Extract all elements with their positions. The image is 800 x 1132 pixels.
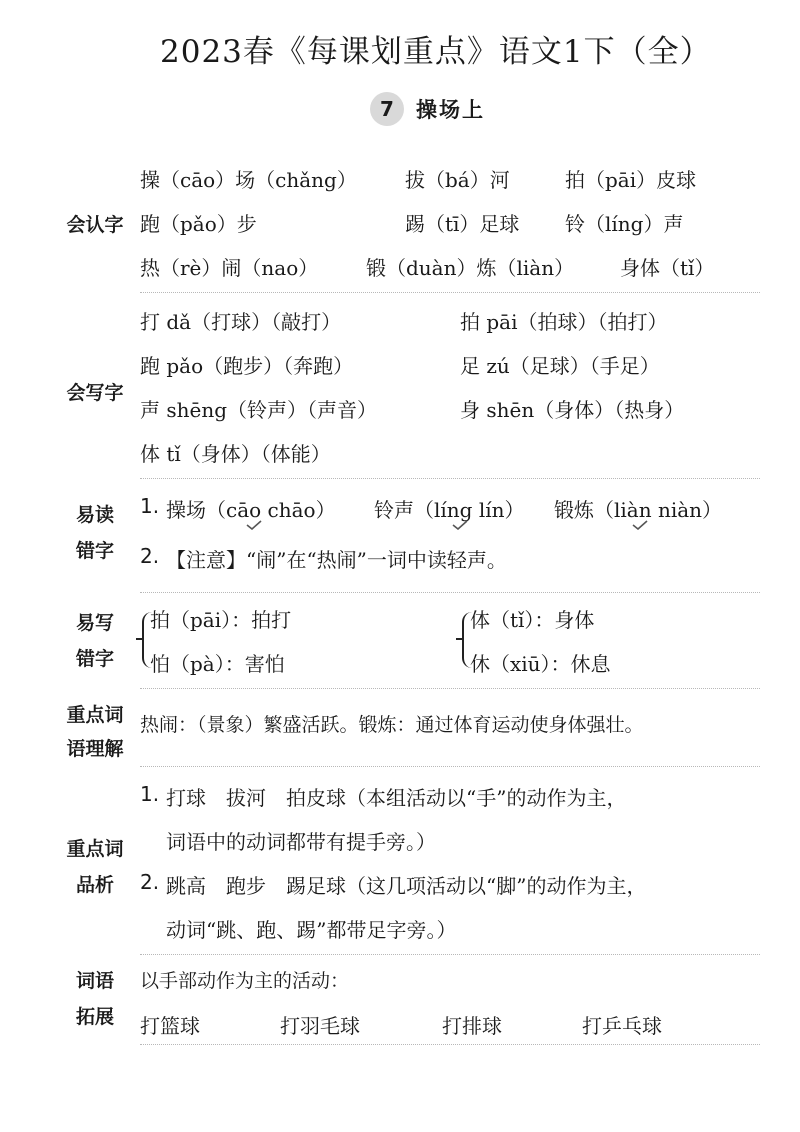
extend-label-line2: 拓展 <box>75 1006 114 1028</box>
check-mark-icon <box>632 520 648 530</box>
recognize-item: 身体（tǐ） <box>620 256 715 280</box>
section-divider <box>140 1044 760 1045</box>
analysis-item-number: 2. <box>140 870 160 894</box>
check-mark-icon <box>452 520 468 530</box>
extend-word: 打乒乓球 <box>582 1014 662 1038</box>
extend-word: 打篮球 <box>140 1014 200 1038</box>
section-divider <box>140 954 760 955</box>
analysis-line: 打球 拔河 拍皮球（本组活动以“手”的动作为主， <box>166 786 627 810</box>
extend-intro: 以手部动作为主的活动： <box>140 970 350 992</box>
write-item: 拍 pāi（拍球）（拍打） <box>460 310 668 334</box>
analysis-item-number: 1. <box>140 782 160 806</box>
lesson-title: 操场上 <box>416 98 485 122</box>
write-item: 身 shēn（身体）（热身） <box>460 398 685 422</box>
misread-pair: 铃声（líng lín） <box>374 498 525 522</box>
extend-label-line1: 词语 <box>75 970 114 992</box>
recognize-item: 铃（líng）声 <box>565 212 684 236</box>
miswrite-item: 休（xiū）：休息 <box>470 652 611 676</box>
recognize-item: 热（rè）闹（nao） <box>140 256 319 280</box>
miswrite-item: 怕（pà）：害怕 <box>150 652 285 676</box>
miswrite-item: 拍（pāi）：拍打 <box>150 608 292 632</box>
misread-label-line2: 错字 <box>75 540 114 562</box>
write-item: 足 zú（足球）（手足） <box>460 354 660 378</box>
document-title: 2023春《每课划重点》语文1下（全） <box>160 34 712 70</box>
write-item: 体 tǐ（身体）（体能） <box>140 442 331 466</box>
recognize-item: 锻（duàn）炼（liàn） <box>366 256 575 280</box>
recognize-label: 会认字 <box>66 214 124 236</box>
analysis-line: 动词“跳、跑、踢”都带足字旁。） <box>166 918 457 942</box>
recognize-item: 操（cāo）场（chǎng） <box>140 168 357 192</box>
misread-pair: 锻炼（liàn niàn） <box>554 498 723 522</box>
miswrite-label-line1: 易写 <box>75 612 114 634</box>
misread-item-number: 1. <box>140 494 160 518</box>
miswrite-label-line2: 错字 <box>75 648 114 670</box>
understand-label-line1: 重点词 <box>66 704 124 726</box>
section-divider <box>140 592 760 593</box>
lesson-number-badge: 7 <box>370 92 404 126</box>
write-item: 打 dǎ（打球）（敲打） <box>140 310 342 334</box>
recognize-item: 踢（tī）足球 <box>405 212 520 236</box>
misread-item-number: 2. <box>140 544 160 568</box>
write-label: 会写字 <box>66 382 124 404</box>
analysis-label-line1: 重点词 <box>66 838 124 860</box>
recognize-item: 拔（bá）河 <box>405 168 510 192</box>
misread-pair: 操场（cāo chāo） <box>166 498 336 522</box>
understand-text: 热闹：（景象）繁盛活跃。锻炼：通过体育运动使身体强壮。 <box>140 714 644 736</box>
misread-note: 【注意】“闹”在“热闹”一词中读轻声。 <box>166 548 507 572</box>
analysis-line: 词语中的动词都带有提手旁。） <box>166 830 436 854</box>
section-divider <box>140 766 760 767</box>
misread-label-line1: 易读 <box>75 504 114 526</box>
section-divider <box>140 292 760 293</box>
write-item: 跑 pǎo（跑步）（奔跑） <box>140 354 354 378</box>
lesson-heading <box>370 92 485 126</box>
section-divider <box>140 688 760 689</box>
section-divider <box>140 478 760 479</box>
analysis-label-line2: 品析 <box>75 874 114 896</box>
analysis-line: 跳高 跑步 踢足球（这几项活动以“脚”的动作为主， <box>166 874 647 898</box>
miswrite-item: 体（tǐ）：身体 <box>470 608 595 632</box>
understand-label-line2: 语理解 <box>66 738 124 760</box>
write-item: 声 shēng（铃声）（声音） <box>140 398 378 422</box>
extend-word: 打羽毛球 <box>280 1014 360 1038</box>
recognize-item: 拍（pāi）皮球 <box>565 168 697 192</box>
extend-word: 打排球 <box>442 1014 502 1038</box>
check-mark-icon <box>246 520 262 530</box>
recognize-item: 跑（pǎo）步 <box>140 212 257 236</box>
